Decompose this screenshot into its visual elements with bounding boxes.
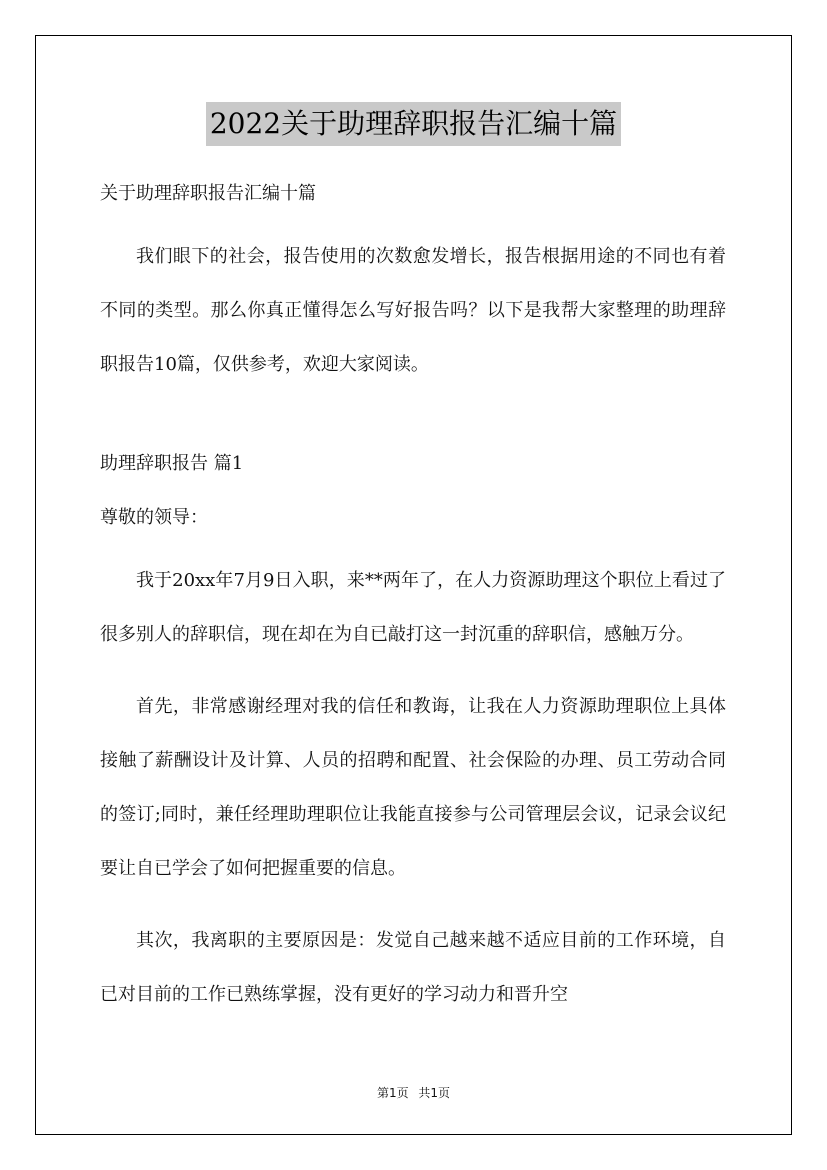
page-number: 第1页 bbox=[376, 1086, 409, 1100]
document-title: 2022关于助理辞职报告汇编十篇 bbox=[206, 102, 621, 146]
document-subtitle: 关于助理辞职报告汇编十篇 bbox=[100, 183, 316, 204]
intro-text: 我们眼下的社会，报告使用的次数愈发增长，报告根据用途的不同也有着不同的类型。那么你真正懂得怎么写好报告吗？以下是我帮大家整理的助理辞职报告10篇，仅供参考，欢迎大家阅读。 bbox=[100, 246, 726, 375]
section-heading: 助理辞职报告 篇1 bbox=[100, 453, 244, 474]
body-paragraph-1 bbox=[100, 554, 726, 662]
body-paragraph-text: 我于20xx年7月9日入职，来**两年了，在人力资源助理这个职位上看过了很多别人的辞职信，现在却在为自已敲打这一封沉重的辞职信，感触万分。 bbox=[100, 570, 726, 645]
document-body bbox=[100, 176, 726, 1040]
body-paragraph-text: 其次，我离职的主要原因是：发觉自己越来越不适应目前的工作环境，自已对目前的工作已熟练掌握，没有更好的学习动力和晋升空 bbox=[100, 930, 726, 1005]
page-footer bbox=[0, 1084, 827, 1101]
salutation: 尊敬的领导： bbox=[100, 507, 208, 528]
intro-paragraph bbox=[100, 230, 726, 392]
body-paragraph-2 bbox=[100, 680, 726, 896]
document-title-wrapper bbox=[0, 102, 827, 146]
body-paragraph-text: 首先，非常感谢经理对我的信任和教诲，让我在人力资源助理职位上具体接触了薪酬设计及计算、人员的招聘和配置、社会保险的办理、员工劳动合同的签订;同时，兼任经理助理职位让我能直接参与公司管理层会议，记录会议纪要让自已学会了如何把握重要的信息。 bbox=[100, 696, 726, 879]
body-paragraph-3 bbox=[100, 914, 726, 1022]
spacer bbox=[100, 410, 726, 446]
page-total: 共1页 bbox=[418, 1086, 451, 1100]
